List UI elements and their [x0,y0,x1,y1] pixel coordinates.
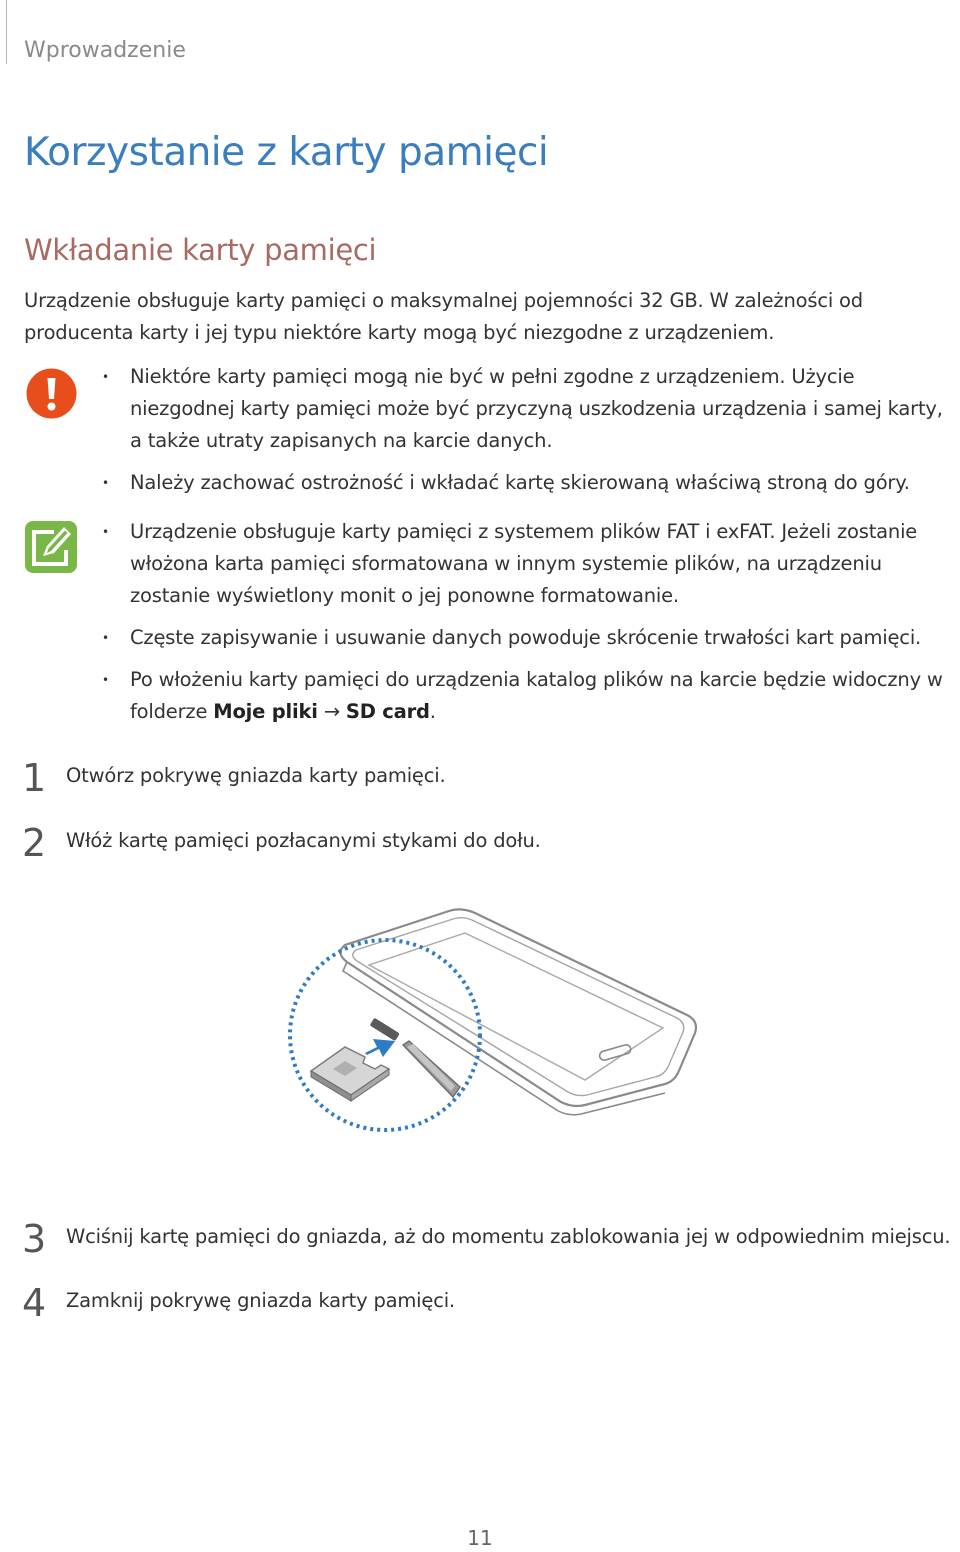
note-item: • Częste zapisywanie i usuwanie danych powoduje skrócenie trwałości kart pamięci. [100,622,950,654]
step-number: 4 [22,1281,47,1325]
step-text: Otwórz pokrywę gniazda karty pamięci. [66,764,446,787]
step-text: Zamknij pokrywę gniazda karty pamięci. [66,1289,455,1312]
folder-location: SD card [345,700,430,723]
section-subtitle: Wkładanie karty pamięci [24,233,377,267]
section-label: Wprowadzenie [24,38,186,63]
margin-line [6,0,7,64]
note-item: • Po włożeniu karty pamięci do urządzenia katalog plików na karcie będzie widoczny w folderze Moje pliki → SD card. [100,664,950,728]
caution-item: • Należy zachować ostrożność i wkładać kartę skierowaną właściwą stroną do góry. [100,467,950,499]
step-number: 3 [22,1217,47,1261]
memory-card-drawing [311,1047,389,1101]
caution-list [100,361,950,499]
step-number: 2 [22,821,47,865]
note-icon [24,520,78,574]
caution-icon [24,366,79,421]
page-number: 11 [467,1526,493,1550]
notes-list [100,516,950,728]
page-title: Korzystanie z karty pamięci [24,130,549,175]
step-text: Włóż kartę pamięci pozłacanymi stykami do dołu. [66,829,541,852]
folder-name: Moje pliki [213,700,318,723]
note-item: • Urządzenie obsługuje karty pamięci z systemem plików FAT i exFAT. Jeżeli zostanie włożona karta pamięci sformatowana w innym systemie plików, na urządzeniu zostanie wyświetlony monit o jej ponowne formatowanie. [100,516,950,612]
step-text: Wciśnij kartę pamięci do gniazda, aż do momentu zablokowania jej w odpowiednim miejscu. [66,1225,951,1248]
card-insertion-illustration [285,905,710,1165]
intro-paragraph: Urządzenie obsługuje karty pamięci o maksymalnej pojemności 32 GB. W zależności od producenta karty i jej typu niektóre karty mogą być niezgodne z urządzeniem. [24,289,863,344]
insert-arrow-icon [365,1039,395,1057]
step-number: 1 [22,756,47,800]
caution-item: • Niektóre karty pamięci mogą nie być w pełni zgodne z urządzeniem. Użycie niezgodnej karty pamięci może być przyczyną uszkodzenia urządzenia i samej karty, a także utraty zapisanych na karcie danych. [100,361,950,457]
path-arrow: → [323,700,340,723]
